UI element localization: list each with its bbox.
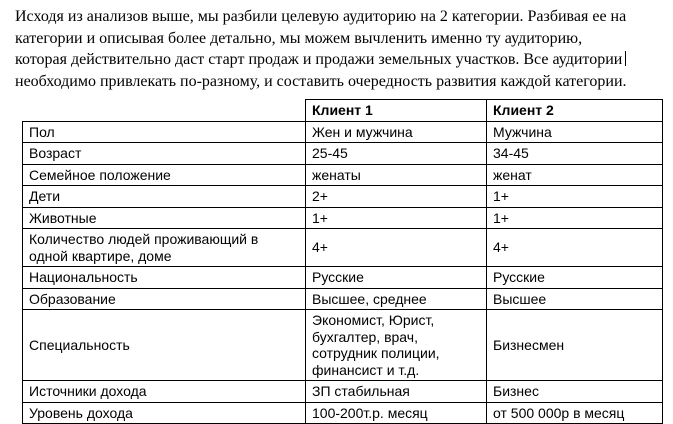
client2-cell[interactable]: Мужчина xyxy=(487,121,663,143)
header-cell-client2[interactable]: Клиент 2 xyxy=(487,100,663,122)
table-row xyxy=(23,402,663,424)
row-label[interactable]: Количество людей проживающий в одной квартире, доме xyxy=(23,229,306,267)
client1-cell[interactable]: Высшее, среднее xyxy=(306,288,487,310)
paragraph-line-text: которая действительно даст старт продаж и продажи земельных участков. Все аудитории xyxy=(15,51,623,68)
row-label[interactable]: Национальность xyxy=(23,267,306,289)
row-label[interactable]: Источники дохода xyxy=(23,381,306,403)
paragraph-line xyxy=(15,49,673,71)
header-cell-blank xyxy=(23,100,306,122)
intro-paragraph[interactable] xyxy=(15,6,673,92)
table-row xyxy=(23,143,663,165)
client1-cell[interactable]: Русские xyxy=(306,267,487,289)
client2-cell[interactable]: Бизнес xyxy=(487,381,663,403)
paragraph-line: необходимо привлекать по-разному, и составить очередность развития каждой категории. xyxy=(15,72,627,90)
client1-cell[interactable]: 25-45 xyxy=(306,143,487,165)
row-label[interactable]: Возраст xyxy=(23,143,306,165)
header-cell-client1[interactable]: Клиент 1 xyxy=(306,100,487,122)
client1-cell[interactable]: женаты xyxy=(306,164,487,186)
client1-cell[interactable]: 1+ xyxy=(306,207,487,229)
client2-cell[interactable]: 1+ xyxy=(487,186,663,208)
row-label[interactable]: Образование xyxy=(23,288,306,310)
client2-cell[interactable]: Высшее xyxy=(487,288,663,310)
client1-cell[interactable]: 100-200т.р. месяц xyxy=(306,402,487,424)
table-row xyxy=(23,121,663,143)
client1-cell[interactable]: Экономист, Юрист, бухгалтер, врач, сотрудник полиции, финансист и т.д. xyxy=(306,310,487,381)
client2-cell[interactable]: Бизнесмен xyxy=(487,310,663,381)
paragraph-line: категории и описывая более детально, мы можем вычленить именно ту аудиторию, xyxy=(15,29,583,47)
table-row xyxy=(23,310,663,381)
row-label[interactable]: Животные xyxy=(23,207,306,229)
paragraph-line: Исходя из анализов выше, мы разбили целевую аудиторию на 2 категории. Разбивая ее на xyxy=(15,8,627,25)
table-row xyxy=(23,164,663,186)
client1-cell[interactable]: ЗП стабильная xyxy=(306,381,487,403)
client2-cell[interactable]: 1+ xyxy=(487,207,663,229)
client2-cell[interactable]: Русские xyxy=(487,267,663,289)
table-row xyxy=(23,381,663,403)
client2-cell[interactable]: от 500 000р в месяц xyxy=(487,402,663,424)
document-page xyxy=(0,6,673,421)
table-row xyxy=(23,288,663,310)
client2-cell[interactable]: женат xyxy=(487,164,663,186)
text-cursor xyxy=(625,51,626,66)
table-header-row xyxy=(23,100,663,122)
row-label[interactable]: Специальность xyxy=(23,310,306,381)
table-row xyxy=(23,229,663,267)
audience-table xyxy=(22,99,663,424)
client1-cell[interactable]: Жен и мужчина xyxy=(306,121,487,143)
client2-cell[interactable]: 34-45 xyxy=(487,143,663,165)
table-row xyxy=(23,207,663,229)
row-label[interactable]: Дети xyxy=(23,186,306,208)
client2-cell[interactable]: 4+ xyxy=(487,229,663,267)
client1-cell[interactable]: 2+ xyxy=(306,186,487,208)
table-row xyxy=(23,186,663,208)
table-row xyxy=(23,267,663,289)
row-label[interactable]: Уровень дохода xyxy=(23,402,306,424)
client1-cell[interactable]: 4+ xyxy=(306,229,487,267)
row-label[interactable]: Семейное положение xyxy=(23,164,306,186)
row-label[interactable]: Пол xyxy=(23,121,306,143)
